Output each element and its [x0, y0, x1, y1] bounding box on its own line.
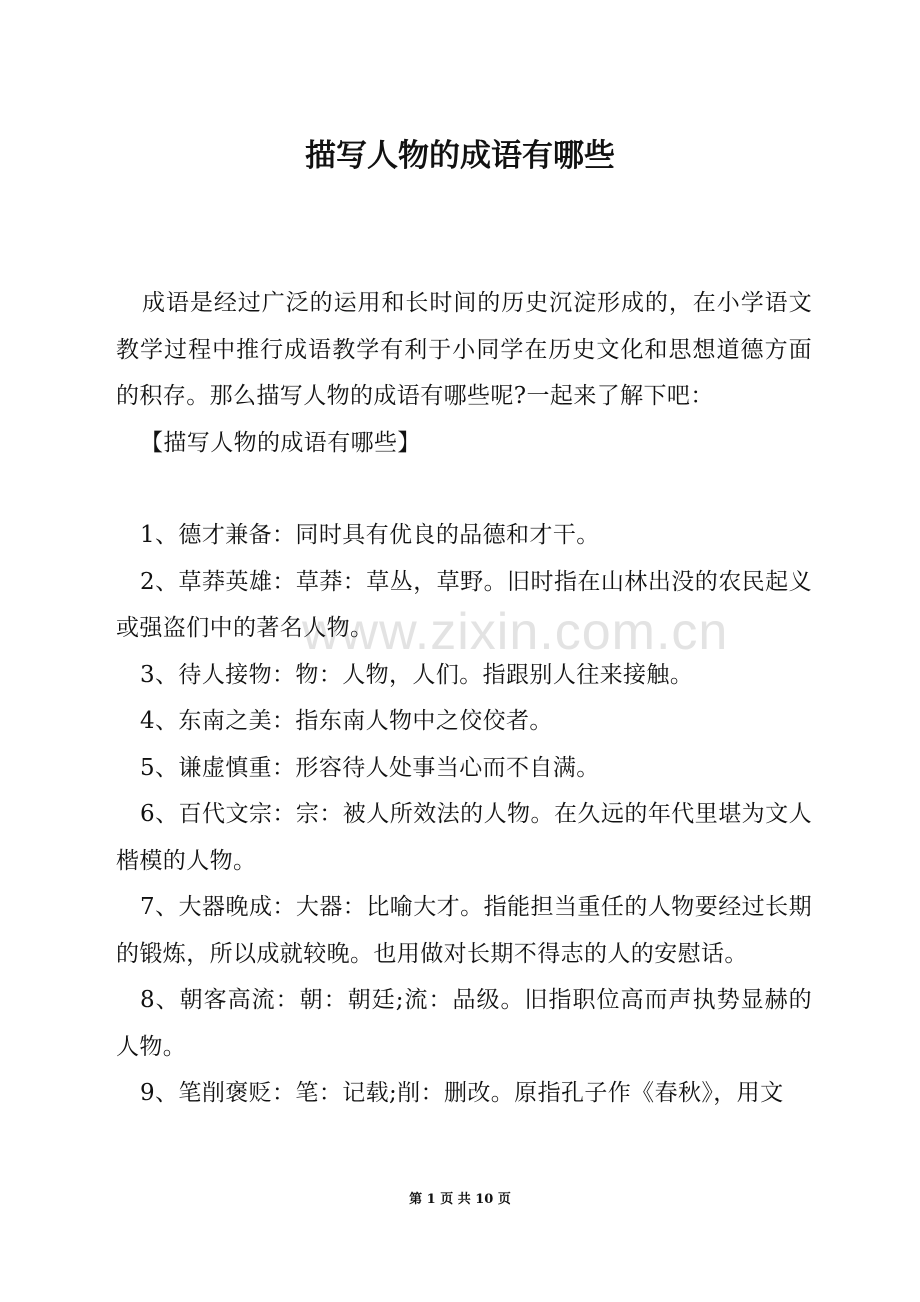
idiom-item-6: 6、百代文宗：宗：被人所效法的人物。在久远的年代里堪为文人楷模的人物。: [116, 801, 812, 874]
page-footer: 第 1 页 共 10 页: [409, 1192, 511, 1207]
idiom-item-2: 2、草莽英雄：草莽：草丛，草野。旧时指在山林出没的农民起义或强盗们中的著名人物。: [116, 568, 812, 641]
watermark: www.zixin.com.cn: [302, 603, 729, 661]
document-title: 描写人物的成语有哪些: [305, 138, 615, 174]
section-heading: 【描写人物的成语有哪些】: [140, 429, 421, 456]
idiom-item-1: 1、德才兼备：同时具有优良的品德和才干。: [140, 522, 600, 548]
idiom-item-3: 3、待人接物：物：人物，人们。指跟别人往来接触。: [140, 661, 694, 688]
idiom-item-5: 5、谦虚慎重：形容待人处事当心而不自满。: [140, 754, 600, 781]
idiom-item-8: 8、朝客高流：朝：朝廷;流：品级。旧指职位高而声执势显赫的人物。: [116, 987, 812, 1060]
blank-line: [116, 466, 812, 512]
idiom-item-4: 4、东南之美：指东南人物中之佼佼者。: [140, 708, 553, 734]
intro-paragraph: 成语是经过广泛的运用和长时间的历史沉淀形成的，在小学语文教学过程中推行成语教学有利于小同学在历史文化和思想道德方面的积存。那么描写人物的成语有哪些呢?一起来了解下吧：: [116, 290, 812, 409]
document-body: [116, 280, 812, 1117]
idiom-item-7: 7、大器晚成：大器：比喻大才。指能担当重任的人物要经过长期的锻炼，所以成就较晚。也用做对长期不得志的人的安慰话。: [116, 894, 812, 967]
idiom-item-9: 9、笔削褒贬：笔：记载;削：删改。原指孔子作《春秋》，用文: [140, 1080, 784, 1106]
